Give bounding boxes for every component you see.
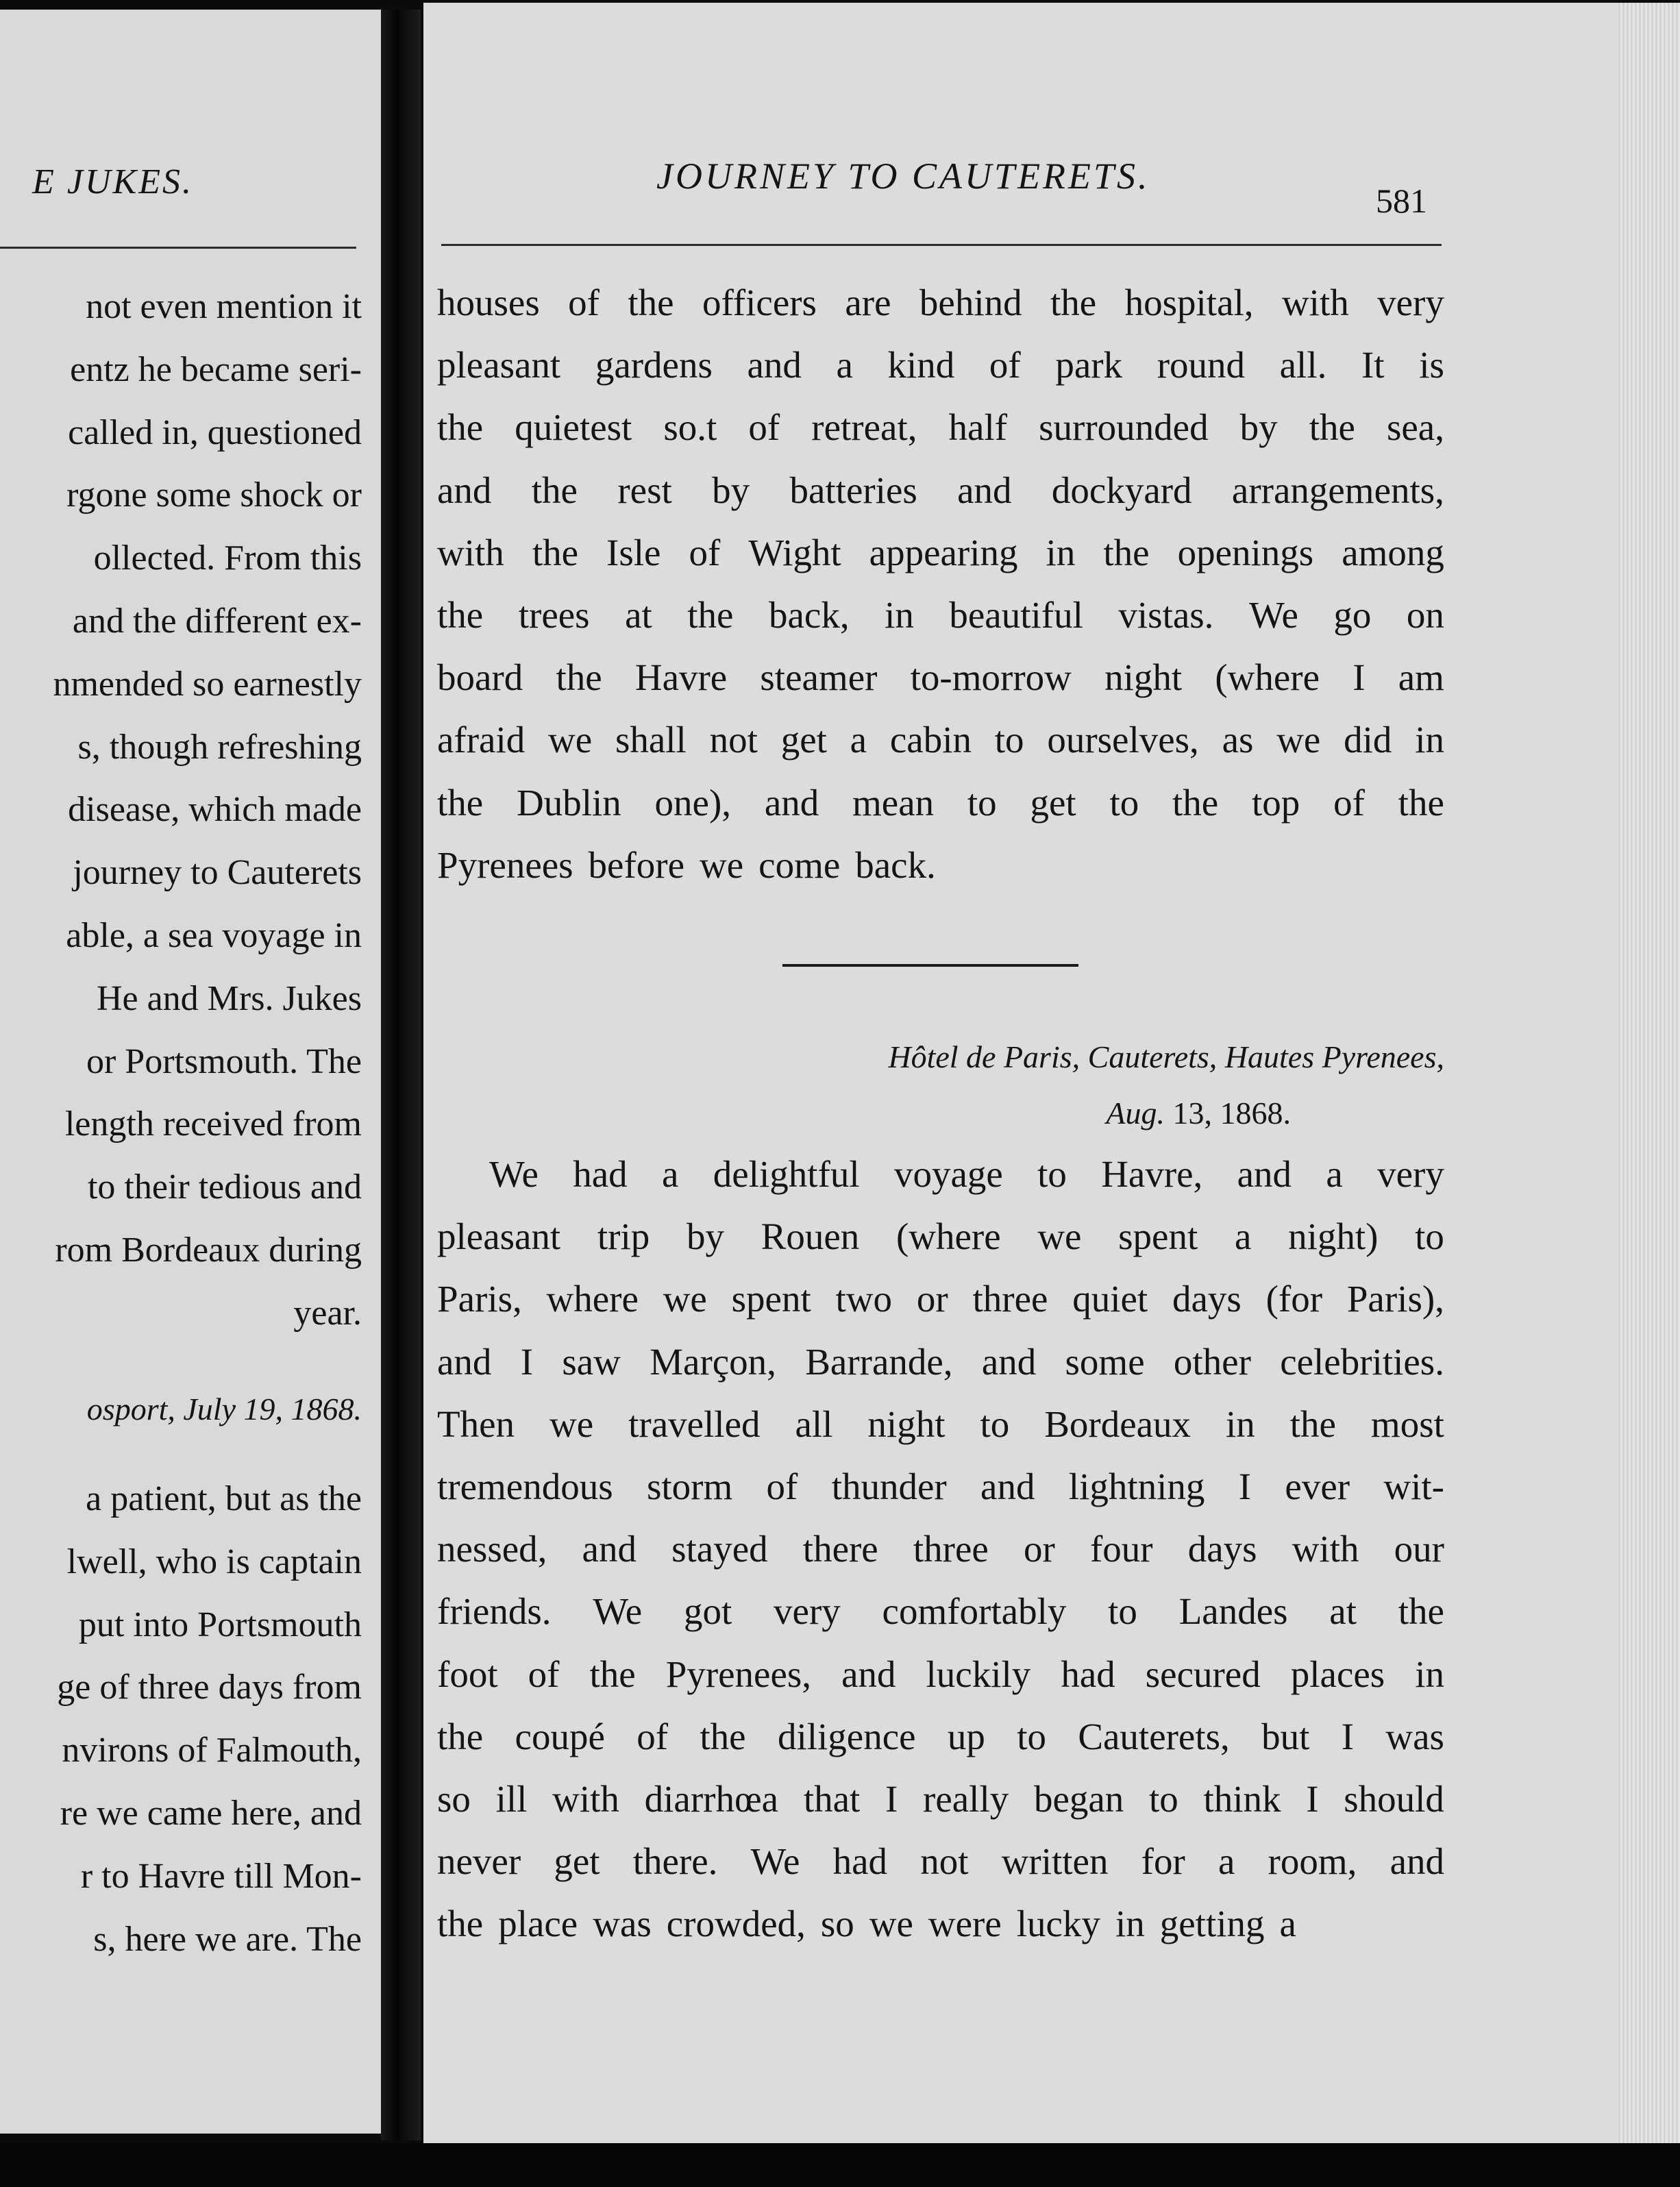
word: really [923,1778,1009,1820]
word: surrounded [1039,406,1209,449]
word: at [625,594,652,636]
word: very [774,1590,841,1633]
word: round [1157,344,1246,386]
word: quietest [515,406,632,449]
text-line [437,346,1444,384]
word: Landes [1178,1590,1288,1633]
word: as [1222,719,1254,761]
word: We [593,1590,643,1633]
letter-dateline-date [1106,1095,1291,1131]
word: the [437,1903,484,1945]
word: with [1281,282,1349,323]
word: by [712,469,750,511]
word: appearing [869,531,1018,573]
word: the [1398,1590,1444,1633]
word: in [1415,1653,1444,1695]
left-text-line: journey to Cauterets [73,853,362,893]
word: come [758,843,841,886]
word: vistas. [1118,594,1214,636]
word: Paris), [1346,1278,1444,1320]
word: the [437,781,484,824]
word: sea, [1386,406,1444,449]
word: to [967,781,997,824]
text-line [437,1655,1444,1693]
word: get [780,719,827,761]
text-line [437,1840,1444,1883]
word: places [1290,1653,1385,1695]
left-text-line: nmended so earnestly [53,664,362,704]
word: in [1415,719,1444,761]
word: of [528,1653,560,1695]
word: officers [702,282,817,323]
word: cabin [889,719,972,761]
word: we [663,1278,707,1320]
word: I [520,1340,534,1383]
word: never [437,1840,521,1883]
left-text-line: called in, questioned [68,412,362,452]
word: most [1370,1403,1444,1445]
word: room, [1268,1840,1357,1883]
word: all [795,1403,833,1445]
word: stayed [671,1528,768,1570]
word: I [1341,1715,1355,1757]
left-text-line: put into Portsmouth [78,1605,362,1644]
left-text-line: to their tedious and [87,1167,362,1207]
word: thunder [831,1466,947,1507]
letter-dateline-place: Hôtel de Paris, Cauterets, Hautes Pyrenees, [888,1039,1444,1074]
word: back, [769,594,850,636]
word: we [548,719,593,761]
word: diarrhœa [644,1778,779,1820]
word: get [554,1840,600,1883]
word: had [573,1153,628,1195]
book-gutter [381,10,421,2140]
word: were [928,1903,1002,1945]
scan-bottom-shadow [0,2143,1680,2187]
text-line [437,1903,1444,1945]
word: with [552,1778,619,1820]
text-line [437,656,1444,699]
word: retreat, [811,406,917,449]
word: we [869,1903,913,1945]
word: lightning [1068,1466,1205,1507]
word: shall [615,719,687,761]
word: on [1406,594,1444,636]
word: and [437,469,492,511]
word: of [637,1715,669,1757]
text-line [437,1405,1444,1443]
word: the [1103,531,1150,573]
text-line [489,1155,1444,1193]
word: back. [855,843,936,886]
word: to [1148,1778,1178,1820]
word: the [589,1653,636,1695]
word: place [498,1903,578,1945]
running-head: JOURNEY TO CAUTERETS. [656,156,1150,197]
word: to [980,1403,1010,1445]
word: with [1292,1528,1359,1570]
word: and [980,1466,1035,1507]
word: very [1377,1153,1444,1195]
word: in [1115,1903,1145,1945]
left-text-line: r to Havre till Mon- [80,1856,362,1896]
left-text-line: He and Mrs. Jukes [96,978,362,1018]
word: trees [518,594,590,636]
word: think [1203,1778,1281,1820]
word: (for [1265,1278,1323,1320]
left-text-line: lwell, who is captain [66,1542,362,1581]
left-text-line: re we came here, and [60,1794,362,1833]
word: the [556,656,602,699]
word: but [1261,1715,1310,1757]
word: Barrande, [805,1340,953,1383]
word: so [820,1903,854,1945]
word: night [1104,656,1183,699]
word: spent [731,1278,811,1320]
word: dockyard [1051,469,1192,511]
word: and [981,1340,1037,1383]
word: steamer [760,656,878,699]
word: Paris, [437,1278,522,1320]
word: a [836,344,853,386]
word: I [1238,1466,1252,1507]
word: gardens [595,344,713,386]
text-line [437,781,1444,824]
word: three [972,1278,1048,1320]
text-line [437,471,1444,509]
word: the [687,594,734,636]
word: Rouen [761,1215,860,1258]
word: and [841,1653,896,1695]
text-line [437,1530,1444,1568]
word: ill [495,1778,528,1820]
word: behind [919,282,1022,323]
word: very [1377,282,1444,323]
word: the [437,1715,484,1757]
word: all. [1279,344,1327,386]
word: our [1394,1528,1444,1570]
word: we [549,1403,594,1445]
word: arrangements, [1231,469,1444,511]
word: and [582,1528,637,1570]
word: in [1226,1403,1255,1445]
word: in [885,594,914,636]
left-text-line: s, though refreshing [77,727,362,767]
word: a [850,719,867,761]
word: openings [1177,531,1314,573]
word: half [948,406,1008,449]
word: the [437,594,484,636]
word: days [1172,1278,1242,1320]
text-line [437,284,1444,321]
word: travelled [628,1403,761,1445]
word: by [1239,406,1278,449]
word: pleasant [437,1215,561,1258]
word: We [1248,594,1298,636]
word: for [1141,1840,1185,1883]
left-text-line: a patient, but as the [86,1479,362,1518]
word: crowded, [666,1903,806,1945]
word: foot [437,1653,498,1695]
word: is [1419,344,1444,386]
word: I [885,1778,898,1820]
word: Pyrenees [437,843,573,886]
word: Isle [606,531,661,573]
word: to [1108,1590,1137,1633]
word: ourselves, [1047,719,1199,761]
header-rule [441,244,1442,246]
word: trip [597,1215,650,1258]
left-running-head: E JUKES. [32,162,193,201]
word: was [593,1903,652,1945]
left-header-rule [0,247,356,249]
word: saw [562,1340,621,1383]
word: was [1385,1715,1444,1757]
left-text-line: ge of three days from [57,1668,362,1707]
word: night [867,1403,946,1445]
word: Dublin [516,781,621,824]
left-facing-page [0,10,381,2134]
word: did [1344,719,1392,761]
word: Havre, [1101,1153,1203,1195]
text-line [437,1215,1444,1258]
word: in [1046,531,1076,573]
word: get [1030,781,1076,824]
dateline-day-year: 13, 1868. [1172,1096,1291,1130]
word: batteries [789,469,917,511]
word: a [1326,1153,1343,1195]
text-line [437,1280,1444,1318]
word: to [1415,1215,1444,1258]
word: We [489,1153,539,1195]
word: days [1187,1528,1257,1570]
word: and [1237,1153,1292,1195]
word: where [546,1278,639,1320]
text-line [437,596,1444,634]
word: at [1329,1590,1357,1633]
word: the [1172,781,1219,824]
word: the [1309,406,1355,449]
word: mean [852,781,935,824]
word: the [1289,1403,1336,1445]
word: and [957,469,1012,511]
left-text-line: year. [293,1293,362,1333]
word: night) [1288,1215,1379,1258]
word: the [628,282,674,323]
word: three [913,1528,989,1570]
word: of [568,282,600,323]
word: had [832,1840,888,1883]
text-line [437,1780,1444,1818]
word: to-morrow [910,656,1072,699]
word: two [835,1278,893,1320]
word: are [845,282,891,323]
word: getting [1159,1903,1265,1945]
word: Marçon, [650,1340,776,1383]
word: the [437,406,484,449]
word: of [766,1466,798,1507]
word: luckily [926,1653,1031,1695]
word: and [1389,1840,1444,1883]
word: I [1352,656,1366,699]
word: We [750,1840,800,1883]
word: coupé [515,1715,605,1757]
word: we [700,843,744,886]
word: written [1001,1840,1109,1883]
word: and [437,1340,492,1383]
word: pleasant [437,344,561,386]
word: hospital, [1124,282,1254,323]
word: It [1361,344,1385,386]
left-text-line: ollected. From this [93,539,362,578]
left-dateline: osport, July 19, 1868. [86,1392,362,1426]
word: before [588,843,685,886]
word: a [1218,1840,1235,1883]
left-text-line: nvirons of Falmouth, [62,1731,362,1770]
left-text-line: disease, which made [68,790,362,830]
word: the [531,469,578,511]
word: rest [617,469,672,511]
word: so [437,1778,471,1820]
text-line [437,406,1444,449]
page-edge-shading [1618,3,1680,2145]
word: a [662,1153,679,1195]
word: by [686,1215,724,1258]
word: Havre [634,656,728,699]
word: up [947,1715,985,1757]
left-text-line: s, here we are. The [93,1919,362,1959]
text-line [437,1468,1444,1505]
word: diligence [777,1715,916,1757]
word: Wight [748,531,841,573]
word: there [802,1528,878,1570]
text-line [437,843,1444,886]
word: to [1109,781,1139,824]
word: ever [1285,1466,1350,1507]
word: or [916,1278,948,1320]
word: four [1089,1528,1153,1570]
word: delightful [713,1153,860,1195]
word: voyage [893,1153,1003,1195]
word: not [709,719,758,761]
word: nessed, [437,1528,547,1570]
word: spent [1118,1215,1198,1258]
word: with [437,531,504,573]
word: Then [437,1403,515,1445]
word: friends. [437,1590,552,1633]
word: tremendous [437,1466,613,1507]
word: of [748,406,780,449]
word: of [689,531,721,573]
word: we [1037,1215,1082,1258]
word: beautiful [949,594,1083,636]
word: lucky [1016,1903,1100,1945]
left-text-line: rgone some shock or [66,475,362,515]
left-text-line: not even mention it [86,287,362,326]
word: board [437,656,523,699]
right-page [423,3,1680,2145]
word: the [700,1715,746,1757]
word: afraid [437,719,526,761]
word: top [1252,781,1300,824]
word: had [1061,1653,1115,1695]
word: (where [1215,656,1320,699]
page-number: 581 [1376,182,1427,220]
dateline-month: Aug. [1106,1096,1165,1130]
word: a [1234,1215,1252,1258]
text-line [437,531,1444,573]
word: the [1398,781,1444,824]
left-text-line: and the different ex- [72,602,362,641]
word: a [1279,1903,1296,1945]
word: the [1050,282,1097,323]
word: go [1333,594,1372,636]
word: one), [654,781,732,824]
text-line [437,1590,1444,1633]
word: wit- [1383,1466,1444,1507]
word: should [1344,1778,1444,1820]
left-text-line: rom Bordeaux during [55,1231,362,1270]
word: to [1017,1715,1046,1757]
word: comfortably [882,1590,1067,1633]
word: or [1023,1528,1055,1570]
word: got [683,1590,732,1633]
word: I [1306,1778,1319,1820]
left-text-line: able, a sea voyage in [66,916,362,955]
word: to [994,719,1024,761]
word: secured [1145,1653,1261,1695]
text-line [437,1340,1444,1383]
word: of [1333,781,1365,824]
word: storm [646,1466,733,1507]
word: and [747,344,802,386]
word: am [1398,656,1444,699]
left-text-line: or Portsmouth. The [86,1041,362,1081]
word: not [920,1840,969,1883]
word: that [803,1778,861,1820]
word: houses [437,282,540,323]
left-text-line: length received from [64,1104,362,1144]
word: Bordeaux [1044,1403,1191,1445]
word: some [1065,1340,1145,1383]
section-divider [782,964,1078,967]
word: to [1037,1153,1067,1195]
text-line [437,719,1444,761]
word: of [989,344,1021,386]
word: celebrities. [1280,1340,1444,1383]
word: among [1342,531,1444,573]
word: began [1033,1778,1124,1820]
word: the [532,531,579,573]
word: quiet [1072,1278,1148,1320]
word: and [764,781,819,824]
word: park [1055,344,1123,386]
left-text-line: entz he became seri- [70,349,362,389]
word: other [1173,1340,1251,1383]
text-line [437,1715,1444,1757]
word: there. [632,1840,718,1883]
word: so.t [663,406,717,449]
word: (where [895,1215,1001,1258]
word: Cauterets, [1078,1715,1230,1757]
word: kind [887,344,955,386]
word: Pyrenees, [665,1653,812,1695]
word: we [1276,719,1321,761]
